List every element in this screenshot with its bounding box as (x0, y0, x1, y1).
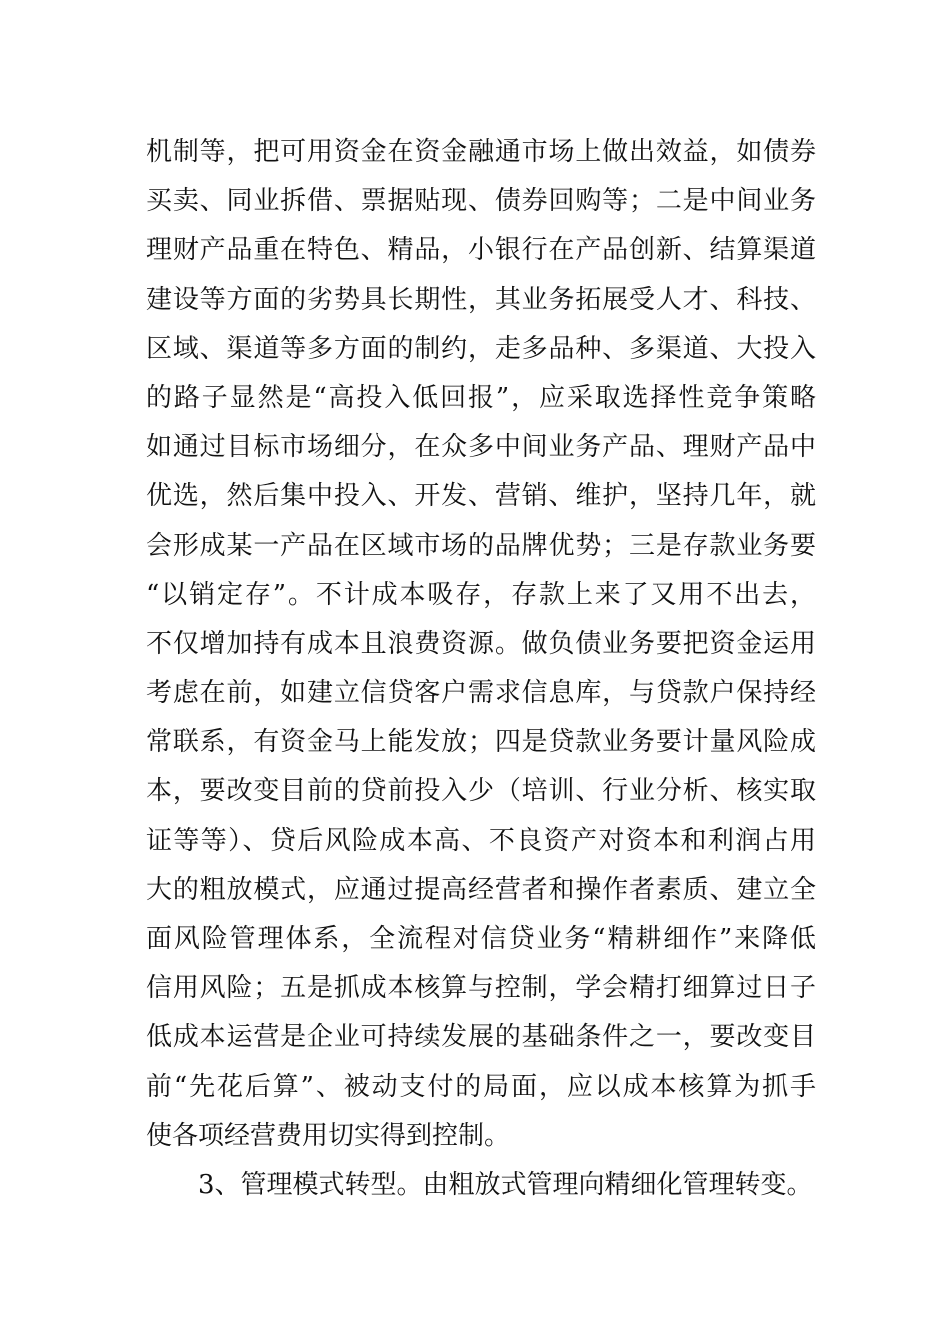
text-line: 面风险管理体系，全流程对信贷业务“精耕细作”来降低 (146, 924, 816, 954)
text-line: 买卖、同业拆借、票据贴现、债券回购等；二是中间业务 (146, 186, 816, 217)
text-line: 大的粗放模式，应通过提高经营者和操作者素质、建立全 (146, 874, 816, 905)
text-line: 常联系，有资金马上能发放；四是贷款业务要计量风险成 (146, 727, 816, 758)
text-line: 机制等，把可用资金在资金融通市场上做出效益，如债券 (146, 137, 816, 167)
text-line: 不仅增加持有成本且浪费资源。做负债业务要把资金运用 (146, 628, 816, 659)
text-line: 低成本运营是企业可持续发展的基础条件之一，要改变目 (146, 1022, 816, 1053)
text-line: 本，要改变目前的贷前投入少（培训、行业分析、核实取 (146, 776, 816, 807)
text-line: 会形成某一产品在区域市场的品牌优势；三是存款业务要 (146, 530, 816, 561)
text-line: 前“先花后算”、被动支付的局面，应以成本核算为抓手 (146, 1071, 816, 1102)
text-line: “以销定存”。不计成本吸存，存款上来了又用不出去， (146, 579, 816, 610)
text-line: 建设等方面的劣势具长期性，其业务拓展受人才、科技、 (146, 284, 816, 315)
text-line: 如通过目标市场细分，在众多中间业务产品、理财产品中 (146, 432, 816, 463)
text-line: 证等等）、贷后风险成本高、不良资产对资本和利润占用 (146, 825, 816, 856)
body-text (146, 128, 816, 1210)
text-line: 的路子显然是“高投入低回报”，应采取选择性竞争策略 (146, 382, 816, 413)
section-heading-paragraph: 3、管理模式转型。由粗放式管理向精细化管理转变。 (198, 1169, 813, 1200)
text-line: 优选，然后集中投入、开发、营销、维护，坚持几年，就 (146, 481, 816, 512)
text-line: 区域、渠道等多方面的制约，走多品种、多渠道、大投入 (146, 333, 816, 364)
text-line: 理财产品重在特色、精品，小银行在产品创新、结算渠道 (146, 235, 816, 266)
text-line: 使各项经营费用切实得到控制。 (146, 1120, 511, 1151)
text-line: 考虑在前，如建立信贷客户需求信息库，与贷款户保持经 (146, 678, 816, 709)
text-line: 信用风险；五是抓成本核算与控制，学会精打细算过日子 (146, 973, 816, 1004)
